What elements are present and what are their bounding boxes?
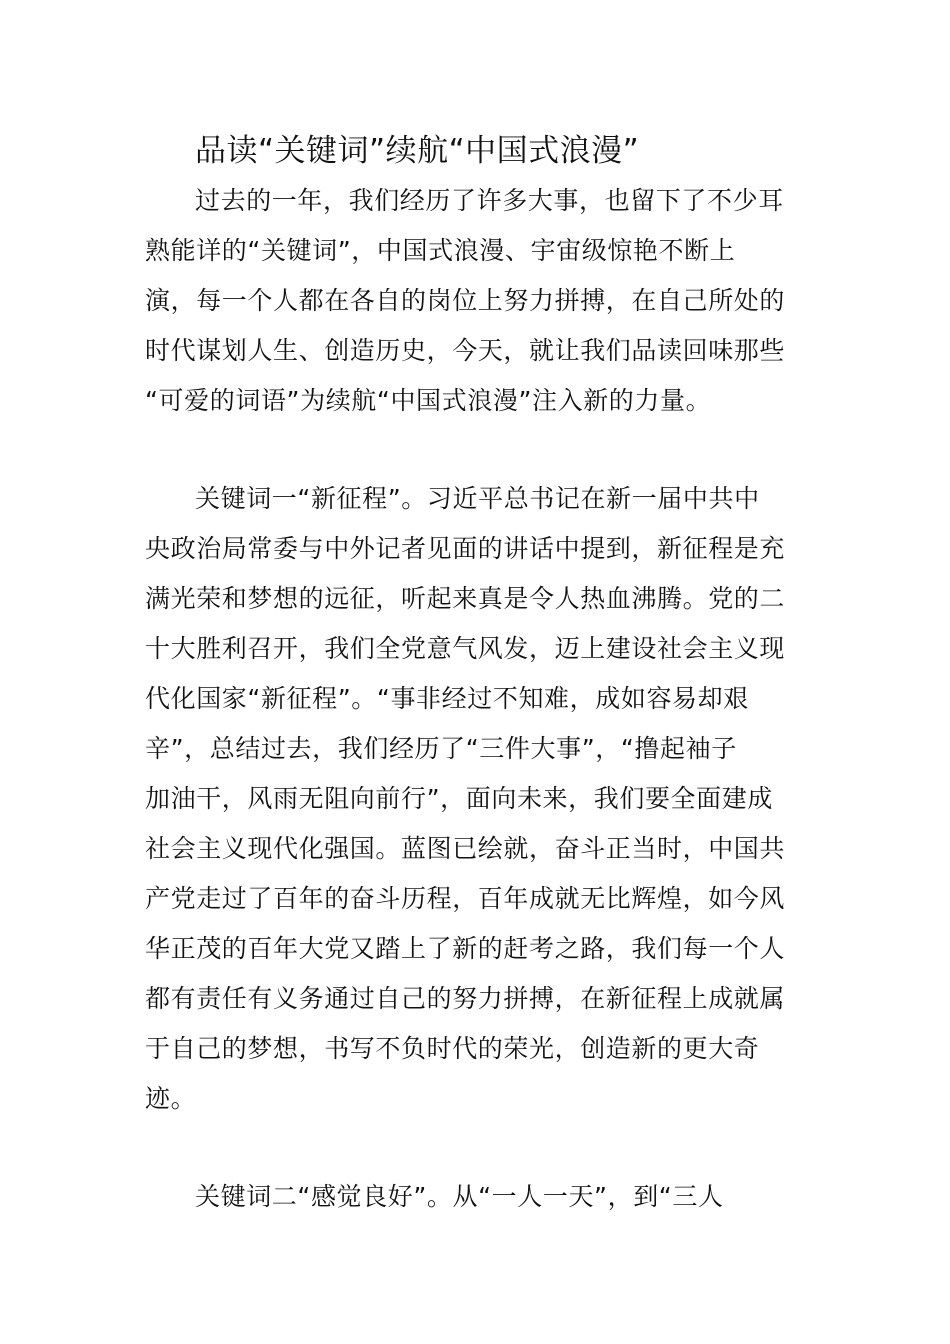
paragraph-line: 满光荣和梦想的远征，听起来真是令人热血沸腾。党的二: [145, 584, 786, 613]
paragraph-line: 演，每一个人都在各自的岗位上努力拼搏，在自己所处的: [145, 286, 786, 315]
paragraph-line: 产党走过了百年的奋斗历程，百年成就无比辉煌，如今风: [145, 884, 786, 913]
paragraph-keyword-one: [145, 474, 810, 1124]
document-title: 品读“关键词”续航“中国式浪漫”: [195, 133, 640, 169]
paragraph-line: 辛”，总结过去，我们经历了“三件大事”，“撸起袖子: [145, 734, 737, 763]
paragraph-line: 加油干，风雨无阻向前行”，面向未来，我们要全面建成: [145, 784, 773, 813]
paragraph-line: 社会主义现代化强国。蓝图已绘就，奋斗正当时，中国共: [145, 834, 786, 863]
paragraph-line: “可爱的词语”为续航“中国式浪漫”注入新的力量。: [145, 386, 712, 415]
paragraph-line: 熟能详的“关键词”，中国式浪漫、宇宙级惊艳不断上: [145, 236, 736, 265]
paragraph-line: 关键词二“感觉良好”。从“一人一天”，到“三人: [195, 1182, 724, 1211]
paragraph-line: 十大胜利召开，我们全党意气风发，迈上建设社会主义现: [145, 634, 786, 663]
paragraph-intro: [145, 176, 810, 426]
paragraph-keyword-two: [145, 1172, 810, 1222]
paragraph-line: 央政治局常委与中外记者见面的讲话中提到，新征程是充: [145, 534, 786, 563]
paragraph-line: 关键词一“新征程”。习近平总书记在新一届中共中: [195, 484, 760, 513]
paragraph-line: 时代谋划人生、创造历史，今天，就让我们品读回味那些: [145, 336, 786, 365]
paragraph-line: 代化国家“新征程”。“事非经过不知难，成如容易却艰: [145, 684, 749, 713]
paragraph-line: 于自己的梦想，书写不负时代的荣光，创造新的更大奇: [145, 1034, 760, 1063]
paragraph-line: 迹。: [145, 1084, 197, 1113]
paragraph-line: 过去的一年，我们经历了许多大事，也留下了不少耳: [195, 186, 784, 215]
paragraph-line: 华正茂的百年大党又踏上了新的赶考之路，我们每一个人: [145, 934, 786, 963]
paragraph-line: 都有责任有义务通过自己的努力拼搏，在新征程上成就属: [145, 984, 786, 1013]
